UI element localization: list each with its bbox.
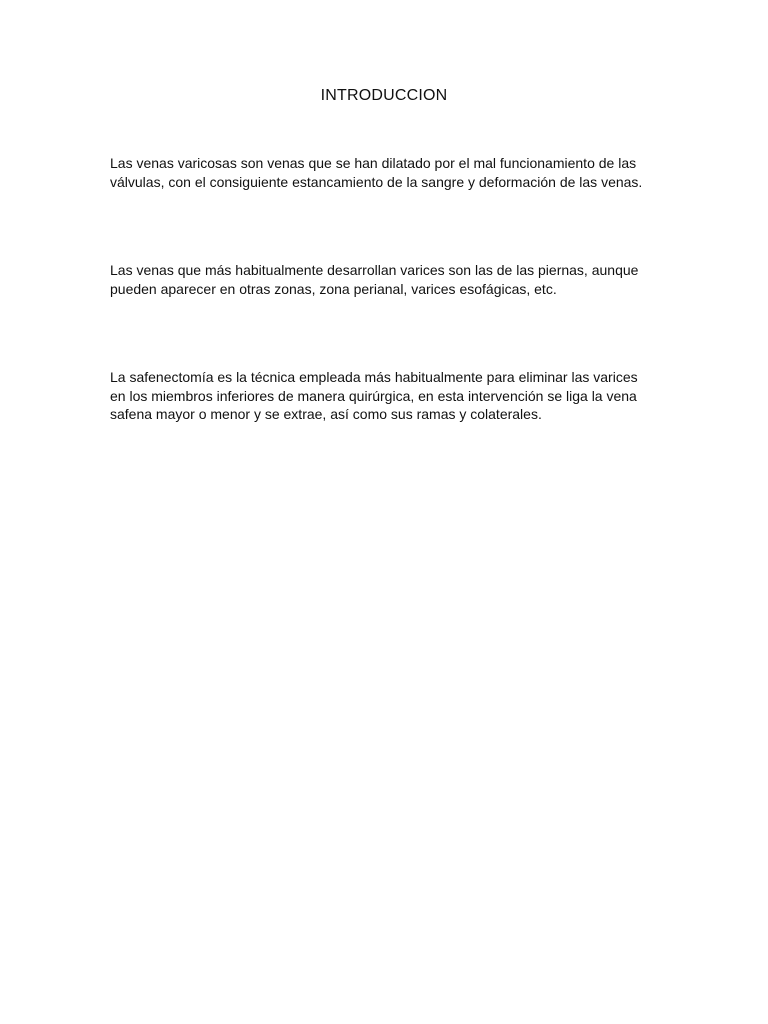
paragraph-affected-areas: Las venas que más habitualmente desarrollan varices son las de las piernas, aunque pueden aparecer en otras zonas, zona perianal, varices esofágicas, etc.: [110, 262, 639, 297]
paragraph-varicose-veins-definition: Las venas varicosas son venas que se han dilatado por el mal funcionamiento de las válvulas, con el consiguiente estancamiento de la sangre y deformación de las venas.: [110, 155, 643, 190]
document-title: INTRODUCCION: [320, 87, 448, 104]
paragraph-safenectomy: La safenectomía es la técnica empleada más habitualmente para eliminar las varices en los miembros inferiores de manera quirúrgica, en esta intervención se liga la vena safena mayor o menor y se extrae, así como sus ramas y colaterales.: [110, 369, 638, 422]
